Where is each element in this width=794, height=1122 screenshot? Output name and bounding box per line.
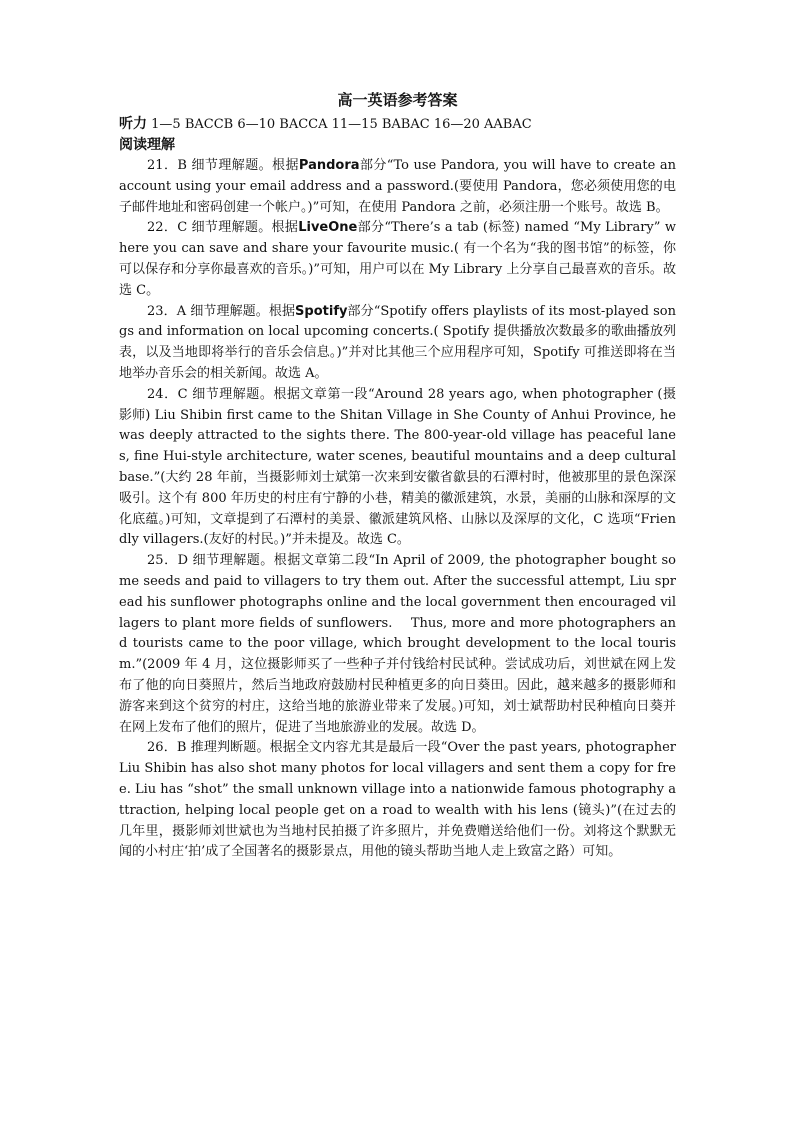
- listening-answers: [119, 114, 676, 135]
- answer-item-23: 23．A 细节理解题。根据Spotify部分“Spotify offers playlists of its most-played songs and information on local upcoming concerts.( Spotify 提供播放次数最多的歌曲播放列表，以及当地即将举行的音乐会信息。)”并对比其他三个应用程序可知，Spotify 可推送即将在当地举办音乐会的相关新闻。故选 A。: [119, 303, 676, 381]
- listening-label: 听力: [119, 116, 147, 132]
- keyword: Spotify: [295, 303, 348, 319]
- answer-item-22: 22．C 细节理解题。根据LiveOne部分“There’s a tab (标签) named “My Library” where you can save and share your favourite music.( 有一个名为“我的图书馆”的标签，你可以保存和分享你最喜欢的音乐。)”可知，用户可以在 My Library 上分享自己最喜欢的音乐。故选 C。: [119, 220, 677, 298]
- answer-item-25: 25．D 细节理解题。根据文章第二段“In April of 2009, the photographer bought some seeds and paid to villagers to try them out. After the successful attempt, Liu spread his sunflower photographs online and the local government then encouraged villagers to plant more fields of sunflowers. Thus, more and more photographers and tourists came to the poor village, which brought development to the local tourism.”(2009 年 4 月，这位摄影师买了一些种子并付钱给村民试种。尝试成功后，刘世斌在网上发布了他的向日葵照片，然后当地政府鼓励村民种植更多的向日葵田。因此，越来越多的摄影师和游客来到这个贫穷的村庄，这给当地的旅游业带来了发展。)可知，刘士斌帮助村民种植向日葵并在网上发布了他们的照片，促进了当地旅游业的发展。故选 D。: [119, 553, 676, 735]
- reading-heading: 阅读理解: [119, 137, 175, 153]
- keyword: Pandora: [298, 158, 360, 173]
- keyword: LiveOne: [298, 220, 358, 236]
- answer-item-21: 21．B 细节理解题。根据Pandora部分“To use Pandora, you will have to create an account using your email address and a password.(要使用 Pandora，您必须使用您的电子邮件地址和密码创建一个帐户。)”可知，在使用 Pandora 之前，必须注册一个账号。故选 B。: [119, 158, 676, 215]
- page-title: 高一英语参考答案: [337, 91, 458, 109]
- listening-answer-values: 1—5 BACCB 6—10 BACCA 11—15 BABAC 16—20 AABAC: [151, 117, 532, 132]
- answer-item-24: 24．C 细节理解题。根据文章第一段“Around 28 years ago, when photographer (摄影师) Liu Shibin first came to the Shitan Village in She County of Anhui Province, he was deeply attracted to the sights there. The 800-year-old village has peaceful lanes, fine Hui-style architecture, water scenes, beautiful mountains and a deep cultural base.”(大约 28 年前，当摄影师刘士斌第一次来到安徽省歙县的石潭村时，他被那里的景色深深吸引。这个有 800 年历史的村庄有宁静的小巷，精美的徽派建筑，水景，美丽的山脉和深厚的文化底蕴。)可知，文章提到了石潭村的美景、徽派建筑风格、山脉以及深厚的文化，C 选项“Friendly villagers.(友好的村民。)”并未提及。故选 C。: [119, 386, 676, 548]
- answer-item-26: 26．B 推理判断题。根据全文内容尤其是最后一段“Over the past years, photographer Liu Shibin has also shot many photos for local villagers and sent them a copy for free. Liu has “shot” the small unknown village into a nationwide famous photography attraction, helping local people get on a road to wealth with his lens (镜头)”(在过去的几年里，摄影师刘世斌也为当地村民拍摄了许多照片，并免费赠送给他们一份。刘将这个默默无闻的小村庄‘拍’成了全国著名的摄影景点，用他的镜头帮助当地人走上致富之路）可知。: [119, 740, 676, 860]
